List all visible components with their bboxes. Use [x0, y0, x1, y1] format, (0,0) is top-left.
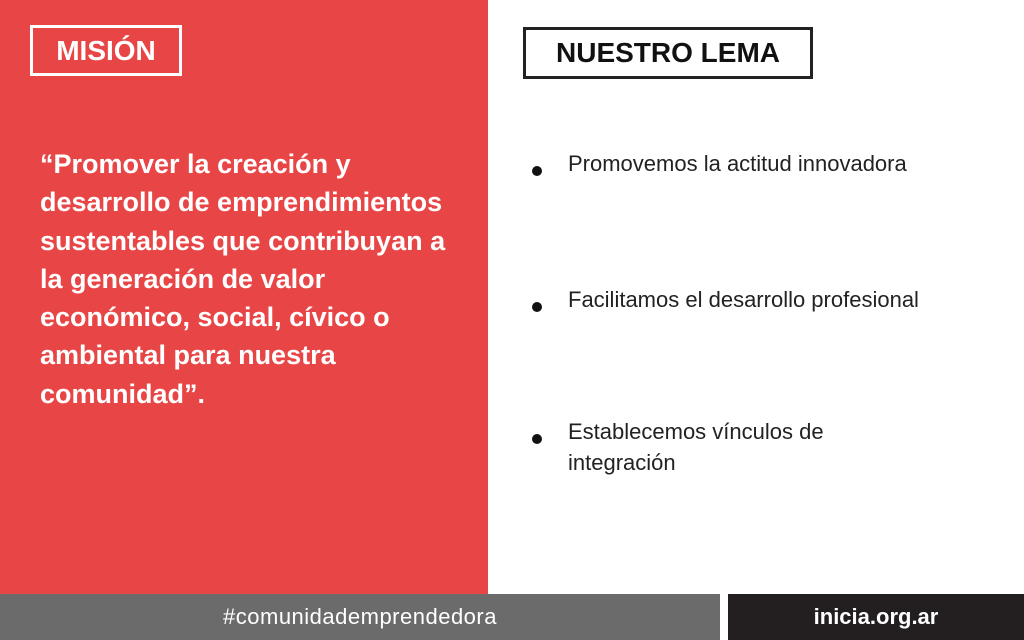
motto-item [532, 416, 932, 478]
motto-item [532, 284, 932, 315]
motto-title: NUESTRO LEMA [523, 27, 813, 79]
motto-item-text: Promovemos la actitud innovadora [568, 151, 907, 176]
motto-item-text: Facilitamos el desarrollo profesional [568, 287, 919, 312]
bullet-icon [532, 166, 542, 176]
motto-item-text: Establecemos vínculos de integración [568, 419, 824, 475]
bullet-icon [532, 302, 542, 312]
mission-panel [0, 0, 488, 594]
footer-website[interactable]: inicia.org.ar [728, 594, 1024, 640]
bullet-icon [532, 434, 542, 444]
motto-item [532, 148, 932, 179]
mission-title: MISIÓN [30, 25, 182, 76]
mission-statement: “Promover la creación y desarrollo de emprendimientos sustentables que contribuyan a la generación de valor económico, social, cívico o ambiental para nuestra comunidad”. [40, 149, 446, 409]
footer-hashtag: #comunidademprendedora [0, 594, 720, 640]
